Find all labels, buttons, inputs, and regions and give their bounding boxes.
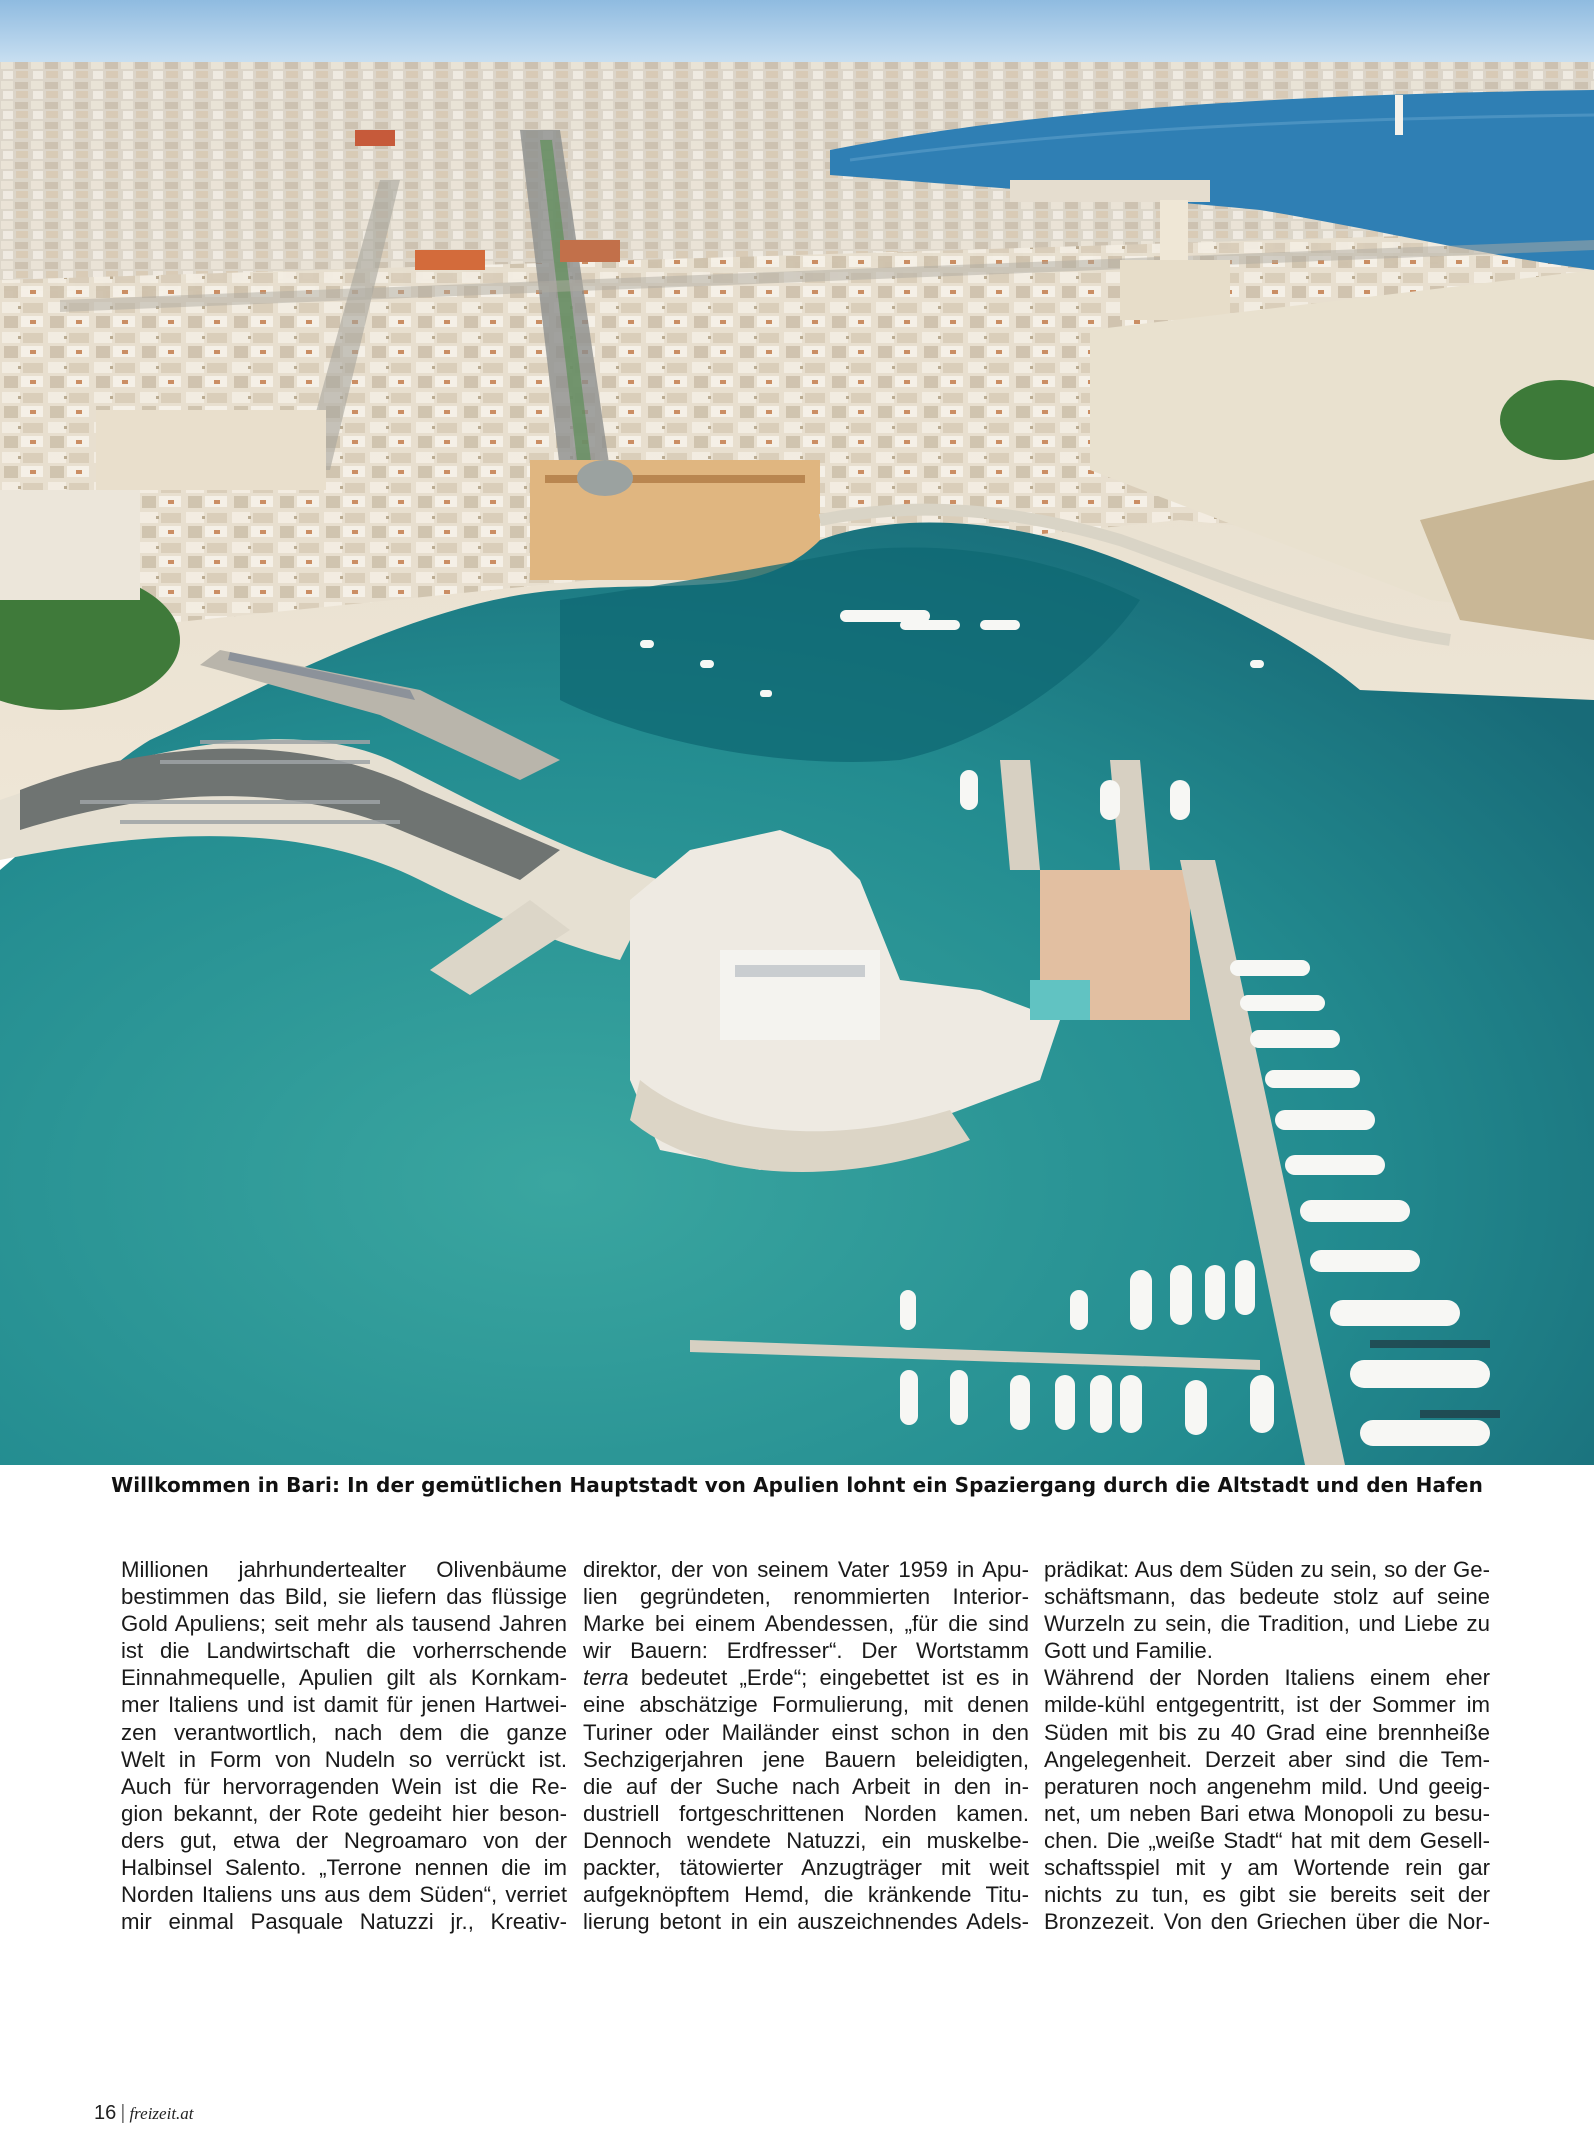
- article-line: Norden Italiens uns aus dem Süden“, verriet: [121, 1882, 567, 1908]
- article-line: packter, tätowierter Anzugträger mit weit: [583, 1855, 1029, 1881]
- article-line: Welt in Form von Nudeln so verrückt ist.: [121, 1746, 567, 1772]
- article-line: Süden mit bis zu 40 Grad eine brennheiße: [1044, 1719, 1490, 1745]
- article-line: zen verantwortlich, nach dem die ganze: [121, 1719, 567, 1745]
- article-line: eine abschätzige Formulierung, mit denen: [583, 1692, 1029, 1718]
- page-number: 16: [94, 2102, 117, 2124]
- article-line: ders gut, etwa der Negroamaro von der: [121, 1827, 567, 1853]
- article-column-2: [583, 1556, 1029, 1935]
- article-line: direktor, der von seinem Vater 1959 in Apu-: [583, 1557, 1029, 1582]
- article-line: Marke bei einem Abendessen, „für die sind: [583, 1611, 1029, 1637]
- article-line: bestimmen das Bild, sie liefern das flüssige: [121, 1584, 567, 1610]
- article-line: Gott und Familie.: [1044, 1638, 1213, 1664]
- article-line: Gold Apuliens; seit mehr als tausend Jahren: [121, 1611, 567, 1637]
- article-line: aufgeknöpftem Hemd, die kränkende Titu-: [583, 1882, 1029, 1908]
- article-line: dustriell fortgeschrittenen Norden kamen.: [583, 1800, 1029, 1826]
- article-line: Auch für hervorragenden Wein ist die Re-: [121, 1773, 567, 1799]
- footer-separator: |: [120, 2102, 126, 2124]
- article-line: net, um neben Bari etwa Monopoli zu besu-: [1044, 1800, 1490, 1826]
- article-line: chen. Die „weiße Stadt“ hat mit dem Gesell-: [1044, 1827, 1490, 1853]
- article-line: Halbinsel Salento. „Terrone nennen die im: [121, 1855, 567, 1881]
- article-column-3: [1044, 1556, 1490, 1935]
- article-column-1: [121, 1556, 567, 1935]
- article-line: Turiner oder Mailänder einst schon in den: [583, 1719, 1029, 1745]
- photo-caption: Willkommen in Bari: In der gemütlichen Hauptstadt von Apulien lohnt ein Spaziergang durch die Altstadt und den Hafen: [111, 1473, 1483, 1497]
- page-footer: [94, 2098, 194, 2128]
- article-line: die auf der Suche nach Arbeit in den in-: [583, 1773, 1029, 1799]
- italic-term: terra: [583, 1665, 629, 1691]
- footer-site: freizeit.at: [129, 2104, 194, 2123]
- article-line: lien gegründeten, renommierten Interior-: [583, 1584, 1029, 1610]
- article-line: Während der Norden Italiens einem eher: [1044, 1665, 1490, 1691]
- article-line: schaftsspiel mit y am Wortende rein gar: [1044, 1855, 1490, 1881]
- article-line: Bronzezeit. Von den Griechen über die Nor-: [1044, 1909, 1490, 1935]
- article-line: peraturen noch angenehm mild. Und geeig-: [1044, 1773, 1490, 1799]
- article-line: Wurzeln zu sein, die Tradition, und Liebe zu: [1044, 1611, 1490, 1637]
- article-line: milde-kühl entgegentritt, ist der Sommer im: [1044, 1692, 1490, 1718]
- article-line: Sechzigerjahren jene Bauern beleidigten,: [583, 1746, 1029, 1772]
- article-line: prädikat: Aus dem Süden zu sein, so der Ge-: [1044, 1557, 1490, 1582]
- article-line: Einnahmequelle, Apulien gilt als Kornkam-: [121, 1665, 567, 1691]
- article-line: nichts zu tun, es gibt sie bereits seit der: [1044, 1882, 1490, 1908]
- article-line: terra bedeutet „Erde“; eingebettet ist es in: [583, 1665, 1029, 1691]
- article-line: schäftsmann, das bedeute stolz auf seine: [1044, 1584, 1490, 1610]
- article-line: ist die Landwirtschaft die vorherrschende: [121, 1638, 567, 1664]
- article-line: Dennoch wendete Natuzzi, ein muskelbe-: [583, 1827, 1029, 1853]
- article-line: mir einmal Pasquale Natuzzi jr., Kreativ-: [121, 1909, 567, 1935]
- article-line: Angelegenheit. Derzeit aber sind die Tem-: [1044, 1746, 1490, 1772]
- article-line: mer Italiens und ist damit für jenen Hartwei-: [121, 1692, 567, 1718]
- article-line: gion bekannt, der Rote gedeiht hier beson-: [121, 1800, 567, 1826]
- article-line: lierung betont in ein auszeichnendes Adels-: [583, 1909, 1029, 1935]
- article-line: Millionen jahrhundertealter Olivenbäume: [121, 1557, 567, 1582]
- article-line: wir Bauern: Erdfresser“. Der Wortstamm: [583, 1638, 1029, 1664]
